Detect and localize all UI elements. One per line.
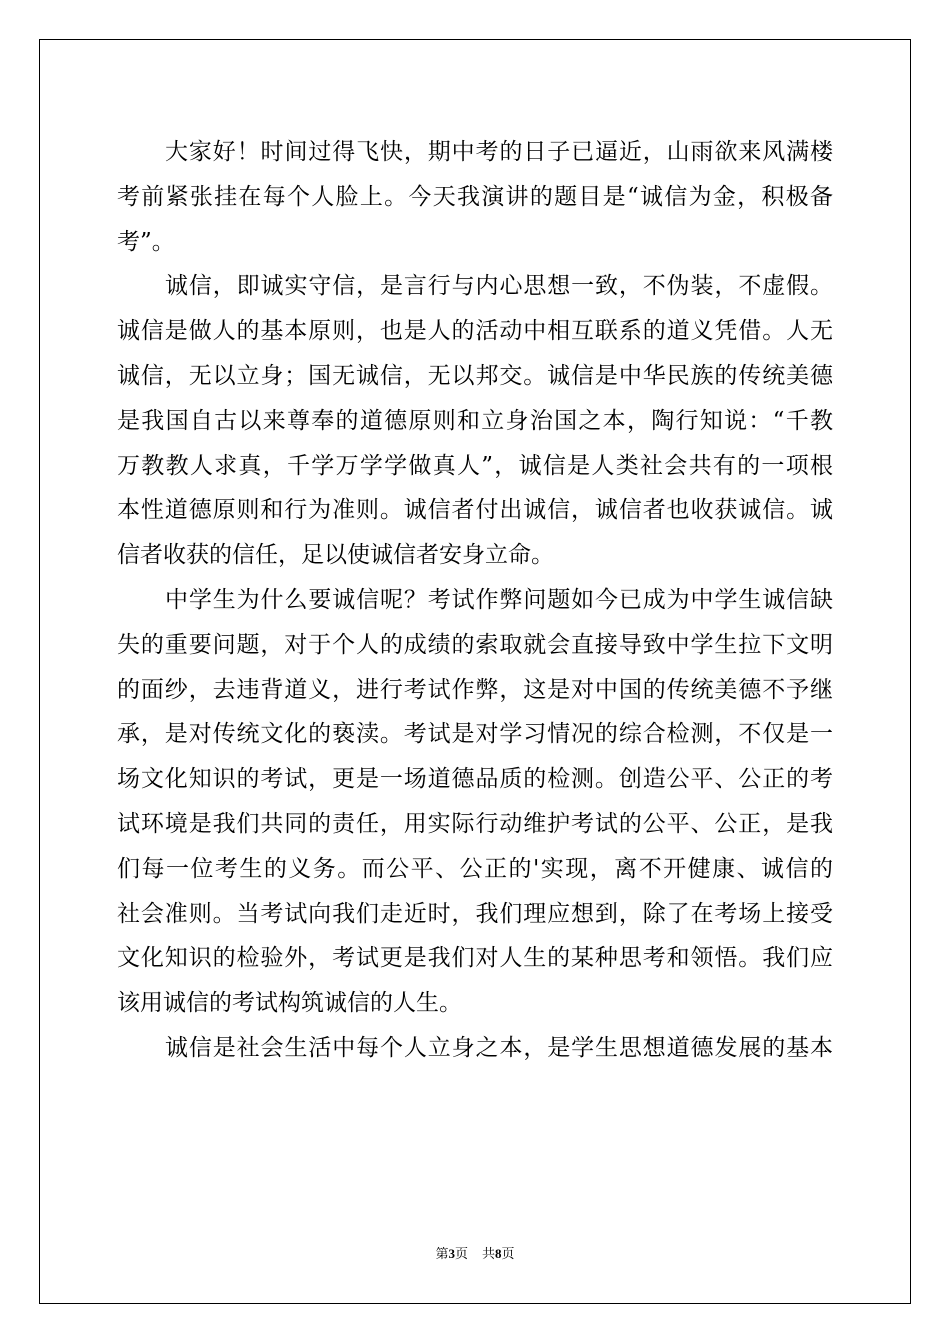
page-number-prefix: 第 xyxy=(435,1247,449,1262)
text-line: 诚信，无以立身；国无诚信，无以邦交。诚信是中华民族的传统美德 xyxy=(117,362,833,389)
text-line: 中学生为什么要诚信呢？考试作弊问题如今已成为中学生诚信缺 xyxy=(165,586,833,613)
text-line: 考”。 xyxy=(117,228,175,255)
text-line: 的面纱，去违背道义，进行考试作弊，这是对中国的传统美德不予继 xyxy=(117,676,833,703)
text-line: 诚信是社会生活中每个人立身之本，是学生思想道德发展的基本 xyxy=(165,1034,833,1061)
text-line: 是我国自古以来尊奉的道德原则和立身治国之本，陶行知说：“千教 xyxy=(117,407,833,434)
text-line: 信者收获的信任，足以使诚信者安身立命。 xyxy=(117,542,554,569)
page-number-suffix: 页 xyxy=(454,1247,468,1262)
document-body xyxy=(117,130,833,1071)
text-line: 考前紧张挂在每个人脸上。今天我演讲的题目是“诚信为金，积极备 xyxy=(117,183,833,210)
text-line: 失的重要问题，对于个人的成绩的索取就会直接导致中学生拉下文明 xyxy=(117,631,833,658)
text-line: 大家好！时间过得飞快，期中考的日子已逼近，山雨欲来风满楼 xyxy=(165,139,833,165)
total-pages-prefix: 共 xyxy=(482,1247,496,1262)
current-page-number: 3 xyxy=(448,1246,455,1261)
text-line: 社会准则。当考试向我们走近时，我们理应想到，除了在考场上接受 xyxy=(117,900,833,927)
text-line: 诚信，即诚实守信，是言行与内心思想一致，不伪装，不虚假。 xyxy=(165,273,833,300)
text-line: 该用诚信的考试构筑诚信的人生。 xyxy=(117,990,462,1017)
text-line: 文化知识的检验外，考试更是我们对人生的某种思考和领悟。我们应 xyxy=(117,945,833,972)
total-pages-suffix: 页 xyxy=(501,1247,515,1262)
text-line: 们每一位考生的义务。而公平、公正的'实现，离不开健康、诚信的 xyxy=(117,855,833,882)
total-pages-number: 8 xyxy=(495,1246,502,1261)
text-line: 万教教人求真，千学万学学做真人”，诚信是人类社会共有的一项根 xyxy=(117,452,833,479)
text-line: 场文化知识的考试，更是一场道德品质的检测。创造公平、公正的考 xyxy=(117,766,833,793)
text-line: 诚信是做人的基本原则，也是人的活动中相互联系的道义凭借。人无 xyxy=(117,318,833,345)
text-line: 本性道德原则和行为准则。诚信者付出诚信，诚信者也收获诚信。诚 xyxy=(117,497,833,524)
text-line: 承，是对传统文化的亵渎。考试是对学习情况的综合检测，不仅是一 xyxy=(117,721,833,748)
text-line: 试环境是我们共同的责任，用实际行动维护考试的公平、公正，是我 xyxy=(117,810,833,837)
page-footer xyxy=(0,1245,950,1264)
